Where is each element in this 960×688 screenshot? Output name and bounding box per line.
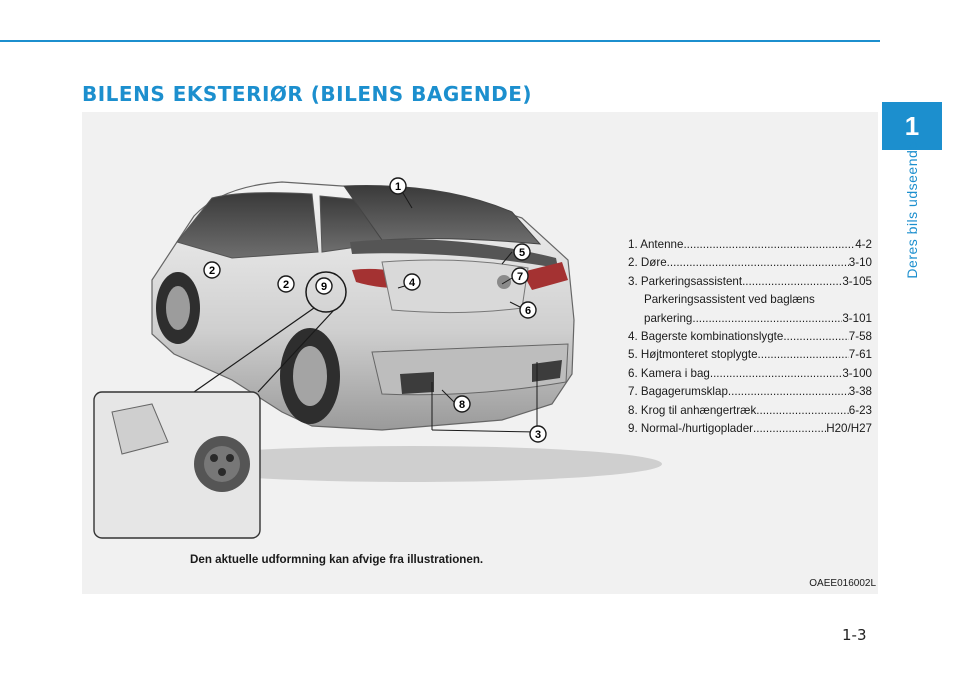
figure-disclaimer: Den aktuelle udformning kan afvige fra illustrationen. — [190, 553, 484, 566]
list-item: 8. Krog til anhængertræk ..... 6-23 — [628, 402, 872, 420]
callout-2b — [278, 276, 294, 292]
parts-list — [628, 236, 872, 438]
callout-9 — [316, 278, 332, 294]
list-item: 5. Højtmonteret stoplygte ..... 7-61 — [628, 346, 872, 364]
callout-2a — [204, 262, 220, 278]
list-item: 6. Kamera i bag ..... 3-100 — [628, 365, 872, 383]
chapter-tab: 1 — [882, 102, 942, 150]
page-number: 1-3 — [842, 626, 867, 644]
svg-text:2: 2 — [282, 279, 290, 291]
figure-code: OAEE016002L — [809, 578, 876, 589]
callout-8 — [454, 396, 470, 412]
callout-5 — [514, 244, 530, 260]
callout-1 — [390, 178, 406, 194]
list-item: 7. Bagagerumsklap ..... 3-38 — [628, 383, 872, 401]
callout-6 — [520, 302, 536, 318]
exterior-figure — [82, 112, 878, 594]
list-item: Parkeringsassistent ved baglæns — [644, 293, 815, 307]
section-title: BILENS EKSTERIØR (BILENS BAGENDE) — [82, 82, 533, 106]
svg-text:8: 8 — [458, 399, 466, 411]
chapter-label: Deres bils udseende — [904, 141, 920, 279]
svg-text:7: 7 — [516, 271, 524, 283]
svg-text:5: 5 — [518, 247, 526, 259]
callout-7 — [512, 268, 528, 284]
svg-text:9: 9 — [320, 281, 328, 293]
svg-text:4: 4 — [408, 277, 416, 289]
svg-text:1: 1 — [394, 181, 402, 193]
callout-4 — [404, 274, 420, 290]
list-item: 9. Normal-/hurtigoplader ..... H20/H27 — [628, 420, 872, 438]
callout-3 — [530, 426, 546, 442]
list-item: parkering ..... 3-101 — [628, 310, 872, 328]
list-item: 2. Døre ..... 3-10 — [628, 254, 872, 272]
list-item: 3. Parkeringsassistent ..... 3-105 — [628, 273, 872, 291]
svg-text:3: 3 — [534, 429, 542, 441]
list-item: 1. Antenne ..... 4-2 — [628, 236, 872, 254]
list-item: 4. Bagerste kombinationslygte ..... 7-58 — [628, 328, 872, 346]
svg-text:6: 6 — [524, 305, 532, 317]
svg-text:2: 2 — [208, 265, 216, 277]
header-rule — [0, 40, 880, 42]
